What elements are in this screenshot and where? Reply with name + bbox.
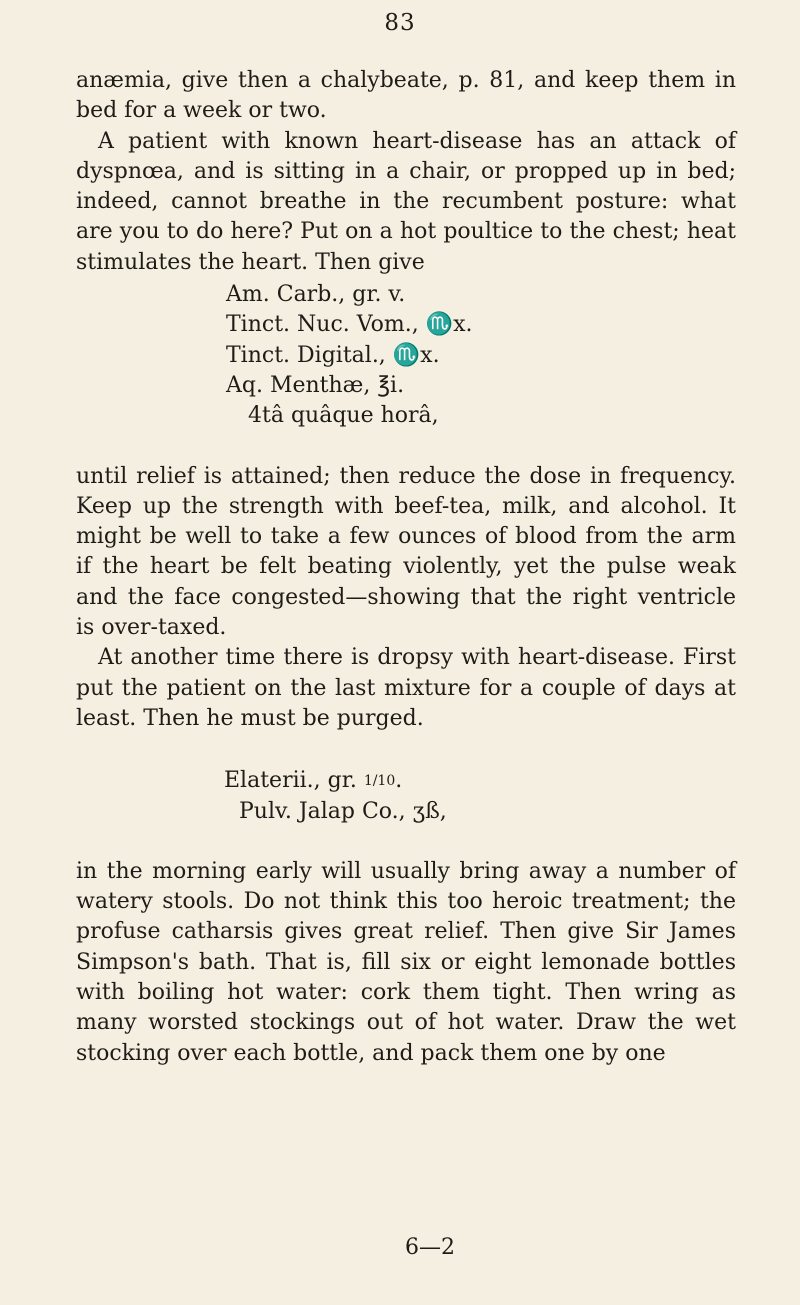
prescription-text: . (395, 768, 403, 794)
paragraph: in the morning early will usually bring away a number of watery stools. Do not think this too heroic treatment; the profuse catharsis gives great relief. Then give Sir James Simpson's bath. That is, fill six or eight lemonade bottles with boiling hot water: cork them tight. Then wring as many worsted stockings out of hot water. Draw the wet stocking over each bottle, and pack them one by one (76, 858, 736, 1066)
prescription-line: Pulv. Jalap Co., ʒß, (239, 798, 447, 824)
prescription (226, 280, 736, 431)
paragraph: anæmia, give then a chalybeate, p. 81, and keep them in bed for a week or two. (76, 68, 736, 124)
prescription-line: 4tâ quâque horâ, (248, 403, 439, 429)
prescription-text: Elaterii., gr. (224, 768, 364, 794)
paragraph: At another time there is dropsy with heart-disease. First put the patient on the last mixture for a couple of days at least. Then he must be purged. (76, 645, 736, 731)
prescription-line: Tinct. Digital., ♏x. (226, 342, 440, 368)
prescription (224, 766, 736, 827)
prescription-line: Am. Carb., gr. v. (226, 282, 406, 308)
prescription-line (224, 766, 736, 796)
fraction: 1/10 (363, 773, 396, 790)
signature-mark: 6—2 (405, 1235, 455, 1260)
body-text (76, 66, 736, 1069)
prescription-line: Tinct. Nuc. Vom., ♏x. (226, 312, 473, 338)
page-number: 83 (384, 10, 416, 36)
paragraph: until relief is attained; then reduce the dose in frequency. Keep up the strength with beef-tea, milk, and alcohol. It might be well to take a few ounces of blood from the arm if the heart be felt beating violently, yet the pulse weak and the face congested—showing that the right ventricle is over-taxed. (76, 463, 736, 641)
prescription-line: Aq. Menthæ, ℥i. (226, 372, 405, 398)
paragraph: A patient with known heart-disease has an attack of dyspnœa, and is sitting in a chair, or propped up in bed; indeed, cannot breathe in the recumbent posture: what are you to do here? Put on a hot poultice to the chest; heat stimulates the heart. Then give (76, 128, 736, 275)
